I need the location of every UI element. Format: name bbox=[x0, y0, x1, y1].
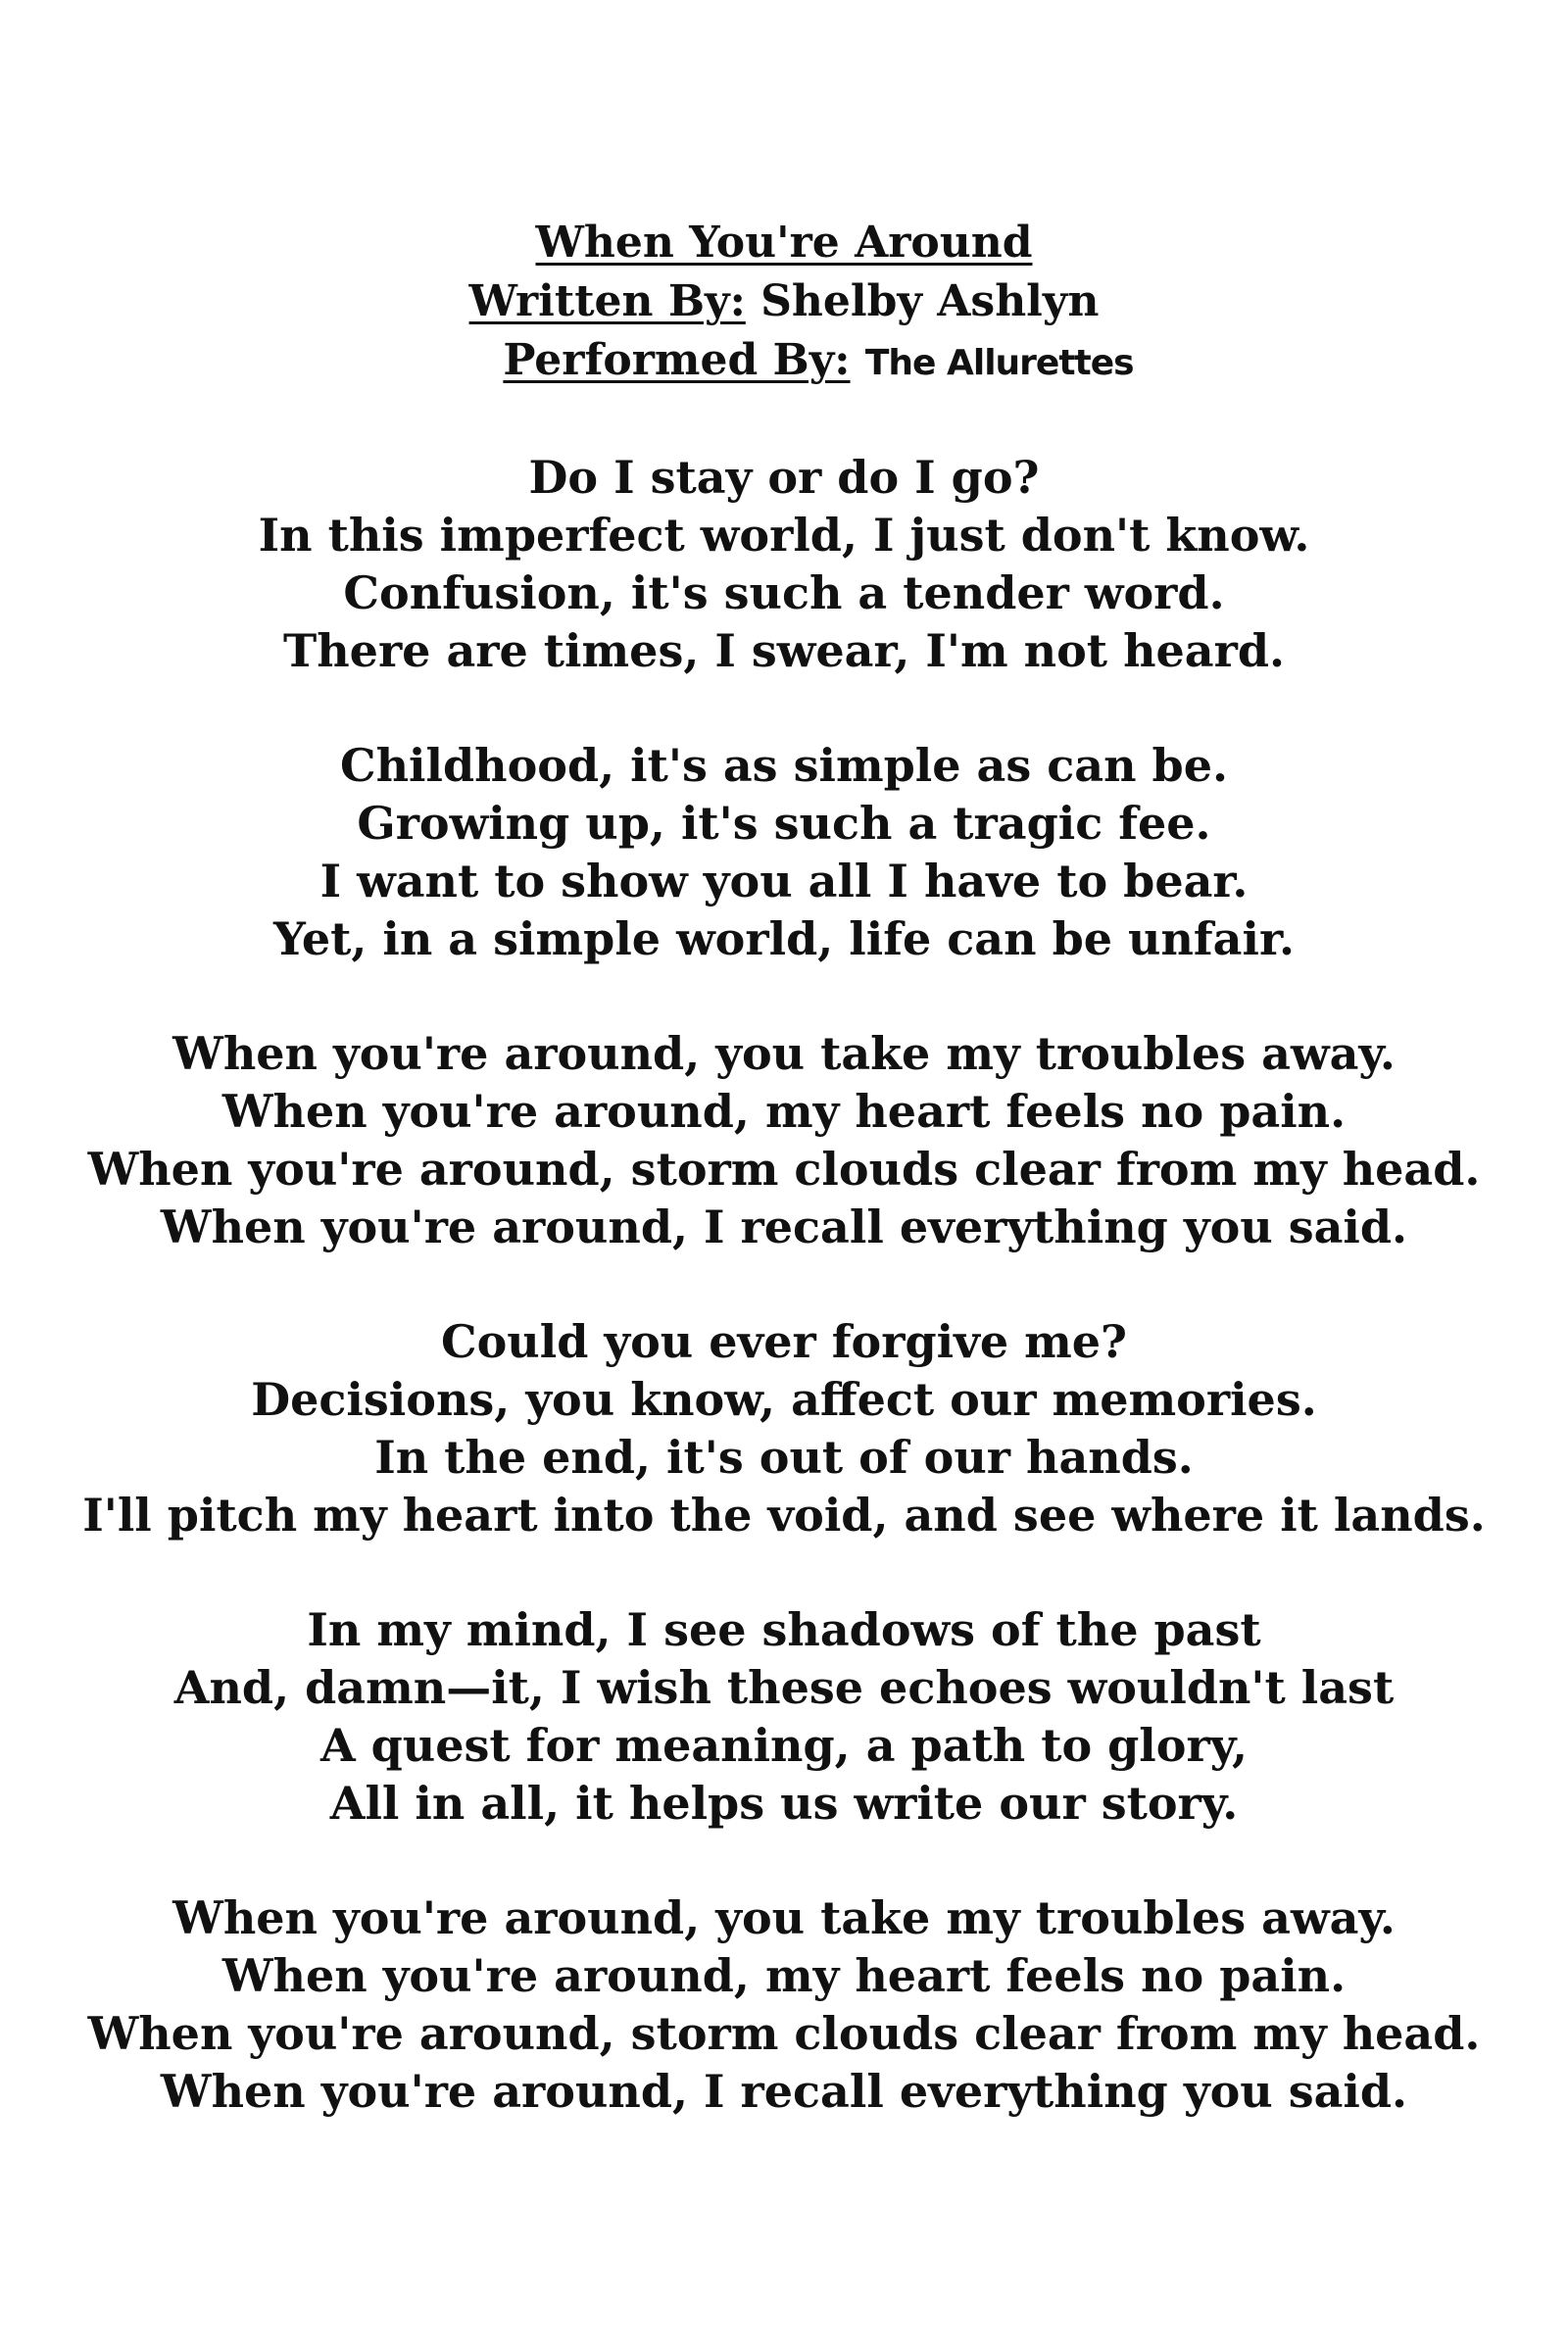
lyric-line: Decisions, you know, affect our memories. bbox=[251, 1373, 1317, 1426]
lyric-line: Could you ever forgive me? bbox=[440, 1315, 1128, 1368]
performer-name: The Allurettes bbox=[864, 343, 1134, 383]
song-title: When You're Around bbox=[535, 218, 1033, 268]
lyric-line: Childhood, it's as simple as can be. bbox=[339, 739, 1228, 792]
lyric-line: When you're around, my heart feels no pain. bbox=[221, 1085, 1347, 1138]
chorus bbox=[0, 1025, 1568, 1256]
lyric-line: When you're around, you take my troubles away. bbox=[172, 1891, 1396, 1944]
stanza bbox=[0, 449, 1568, 680]
lyric-line: When you're around, my heart feels no pain. bbox=[221, 1949, 1347, 2002]
stanza bbox=[0, 737, 1568, 968]
lyric-line: When you're around, storm clouds clear from my head. bbox=[87, 1143, 1481, 1196]
lyric-line: And, damn—it, I wish these echoes wouldn't last bbox=[173, 1661, 1395, 1714]
chorus bbox=[0, 1889, 1568, 2121]
stanza bbox=[0, 1601, 1568, 1833]
lyric-line: There are times, I swear, I'm not heard. bbox=[283, 624, 1285, 677]
lyric-line: In the end, it's out of our hands. bbox=[374, 1431, 1194, 1484]
lyric-line: Yet, in a simple world, life can be unfair. bbox=[272, 912, 1295, 965]
lyric-line: A quest for meaning, a path to glory, bbox=[319, 1719, 1249, 1772]
song-header bbox=[0, 214, 1568, 393]
lyric-line: In this imperfect world, I just don't know. bbox=[258, 509, 1310, 562]
lyric-line: All in all, it helps us write our story. bbox=[329, 1777, 1239, 1830]
lyric-line: In my mind, I see shadows of the past bbox=[307, 1603, 1261, 1656]
lyrics-body bbox=[0, 449, 1568, 2178]
performer-line bbox=[0, 331, 1568, 393]
stanza bbox=[0, 1313, 1568, 1544]
writer-name: Shelby Ashlyn bbox=[760, 276, 1100, 326]
song-title-line bbox=[0, 214, 1568, 272]
lyric-line: Growing up, it's such a tragic fee. bbox=[357, 797, 1211, 850]
lyric-line: Do I stay or do I go? bbox=[528, 451, 1040, 504]
written-by-label: Written By: bbox=[468, 276, 746, 326]
lyric-line: When you're around, I recall everything you said. bbox=[160, 2065, 1408, 2118]
lyric-line: When you're around, you take my troubles away. bbox=[172, 1027, 1396, 1080]
lyric-line: When you're around, storm clouds clear from my head. bbox=[87, 2007, 1481, 2060]
lyric-line: I want to show you all I have to bear. bbox=[319, 855, 1249, 907]
lyric-line: Confusion, it's such a tender word. bbox=[343, 566, 1225, 619]
lyric-line: I'll pitch my heart into the void, and see where it lands. bbox=[82, 1489, 1486, 1542]
lyric-line: When you're around, I recall everything you said. bbox=[160, 1200, 1408, 1253]
performed-by-label: Performed By: bbox=[503, 335, 851, 385]
writer-line bbox=[0, 272, 1568, 331]
